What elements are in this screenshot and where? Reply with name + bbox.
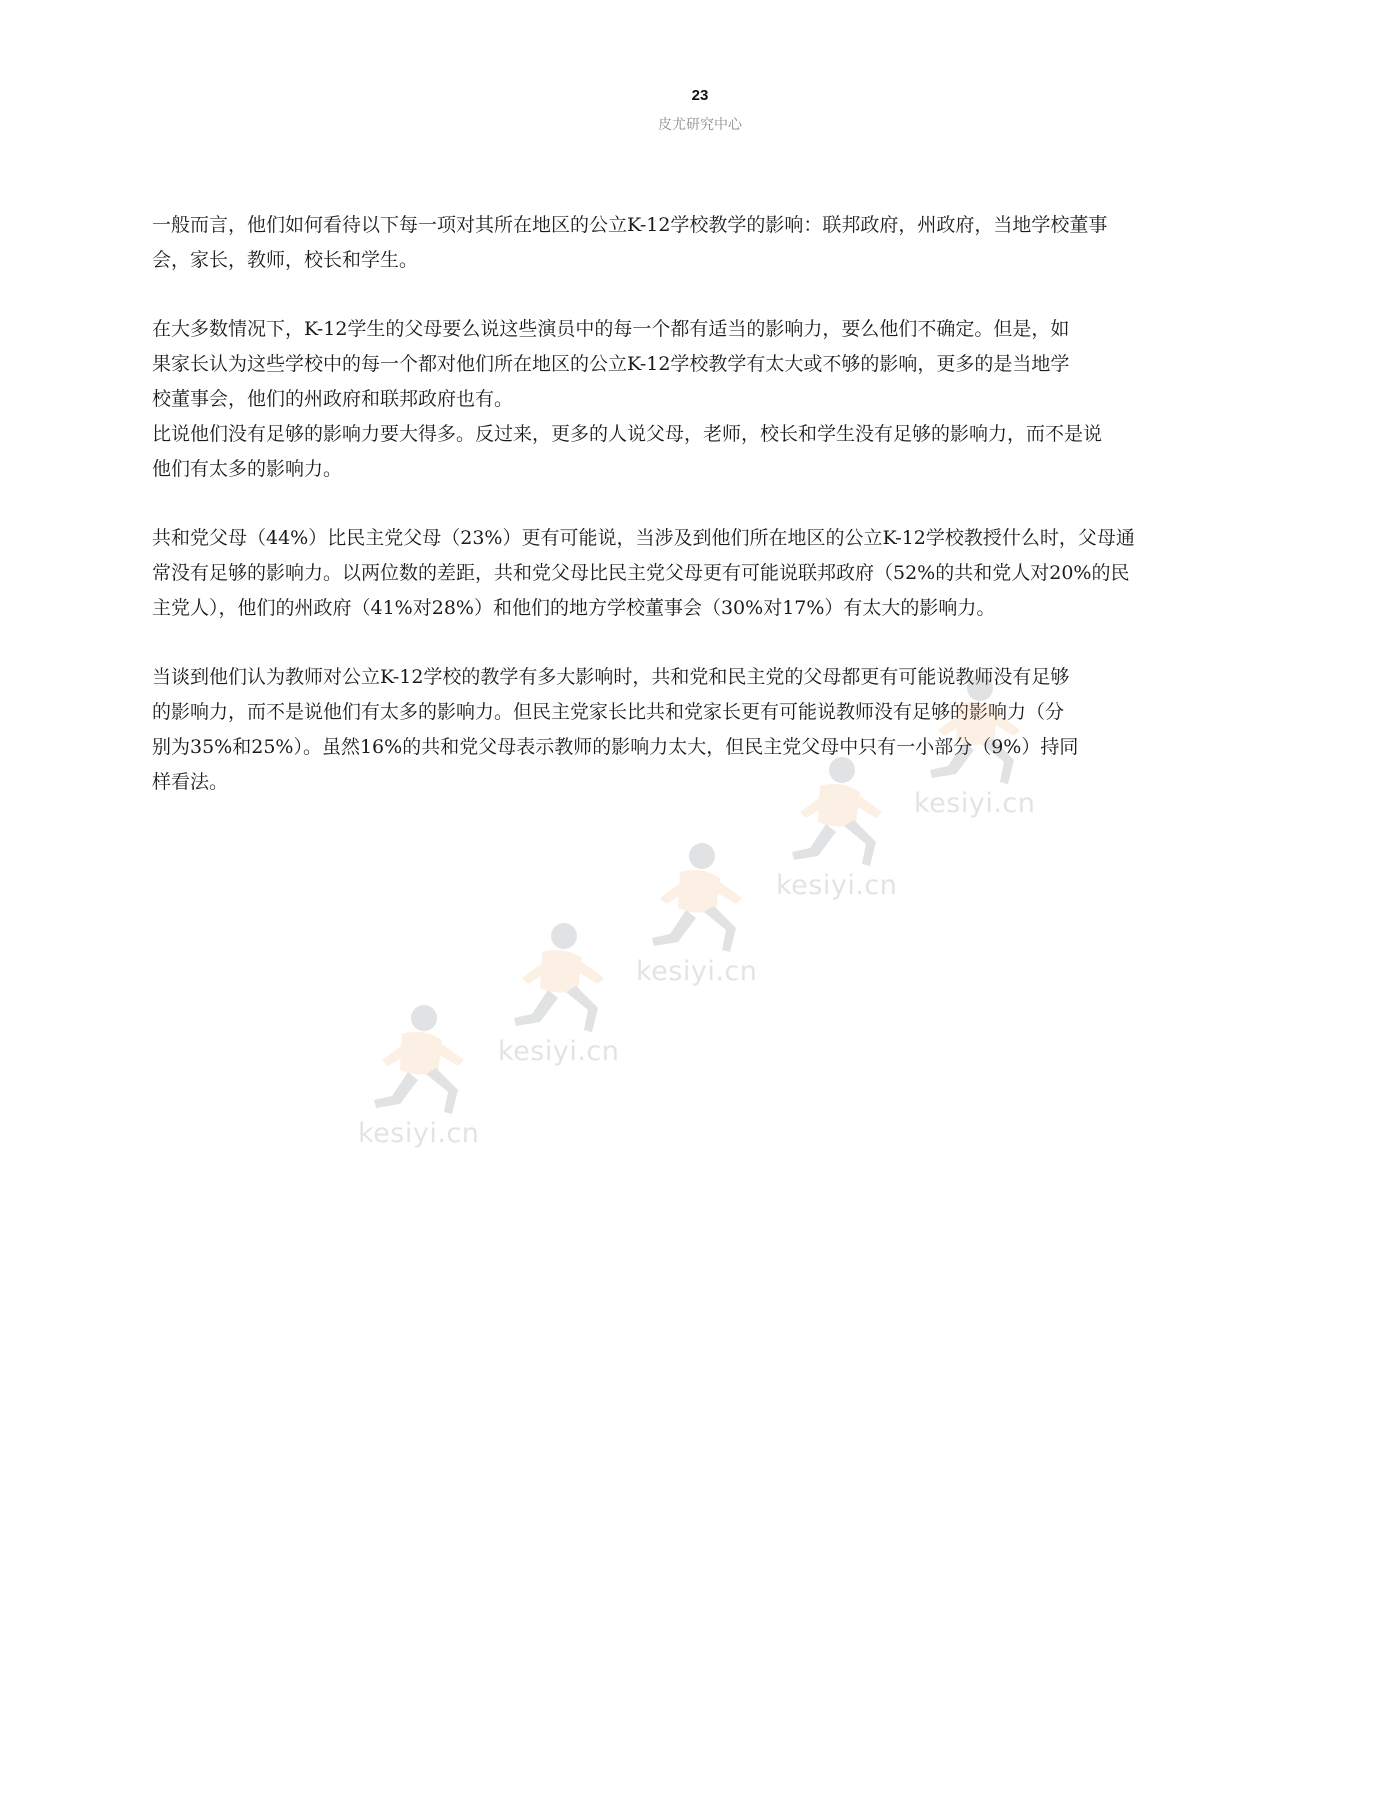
text-line: 当谈到他们认为教师对公立K-12学校的教学有多大影响时，共和党和民主党的父母都更有可能说教师没有足够 [152, 666, 1070, 688]
text-line: 主党人），他们的州政府（41%对28%）和他们的地方学校董事会（30%对17%）有太大的影响力。 [152, 597, 996, 619]
organization-name: 皮尤研究中心 [658, 117, 742, 133]
text-line: 会，家长，教师，校长和学生。 [152, 249, 419, 271]
text-line: 常没有足够的影响力。以两位数的差距，共和党父母比民主党父母更有可能说联邦政府（52%的共和党人对20%的民 [152, 562, 1130, 584]
text-line: 在大多数情况下，K-12学生的父母要么说这些演员中的每一个都有适当的影响力，要么他们不确定。但是，如 [152, 318, 1070, 340]
text-line: 一般而言，他们如何看待以下每一项对其所在地区的公立K-12学校教学的影响：联邦政府，州政府，当地学校董事 [152, 214, 1108, 236]
page-number: 23 [691, 87, 709, 104]
paragraph-2 [152, 312, 1272, 487]
watermark-text: kesiyi.cn [776, 870, 898, 901]
running-figure-icon [352, 1000, 482, 1120]
paragraph-4 [152, 660, 1272, 800]
watermark-text: kesiyi.cn [498, 1036, 620, 1067]
document-body [152, 208, 1272, 834]
running-figure-icon [492, 918, 622, 1038]
text-line: 别为35%和25%）。虽然16%的共和党父母表示教师的影响力太大，但民主党父母中只有一小部分（9%）持同 [152, 736, 1079, 758]
watermark-stamp [492, 918, 622, 1068]
page-header [0, 86, 1400, 134]
watermark-text: kesiyi.cn [914, 788, 1036, 819]
watermark-stamp [630, 838, 760, 988]
text-line: 共和党父母（44%）比民主党父母（23%）更有可能说，当涉及到他们所在地区的公立K-12学校教授什么时，父母通 [152, 527, 1135, 549]
paragraph-1 [152, 208, 1272, 278]
text-line: 果家长认为这些学校中的每一个都对他们所在地区的公立K-12学校教学有太大或不够的影响，更多的是当地学 [152, 353, 1070, 375]
watermark-text: kesiyi.cn [358, 1118, 480, 1149]
text-line: 校董事会，他们的州政府和联邦政府也有。 [152, 388, 514, 410]
running-figure-icon [630, 838, 760, 958]
watermark-text: kesiyi.cn [636, 956, 758, 987]
text-line: 比说他们没有足够的影响力要大得多。反过来，更多的人说父母，老师，校长和学生没有足够的影响力，而不是说 [152, 423, 1103, 445]
paragraph-3 [152, 521, 1272, 626]
watermark-stamp [352, 1000, 482, 1150]
text-line: 样看法。 [152, 771, 229, 793]
text-line: 他们有太多的影响力。 [152, 458, 343, 480]
text-line: 的影响力，而不是说他们有太多的影响力。但民主党家长比共和党家长更有可能说教师没有足够的影响力（分 [152, 701, 1065, 723]
